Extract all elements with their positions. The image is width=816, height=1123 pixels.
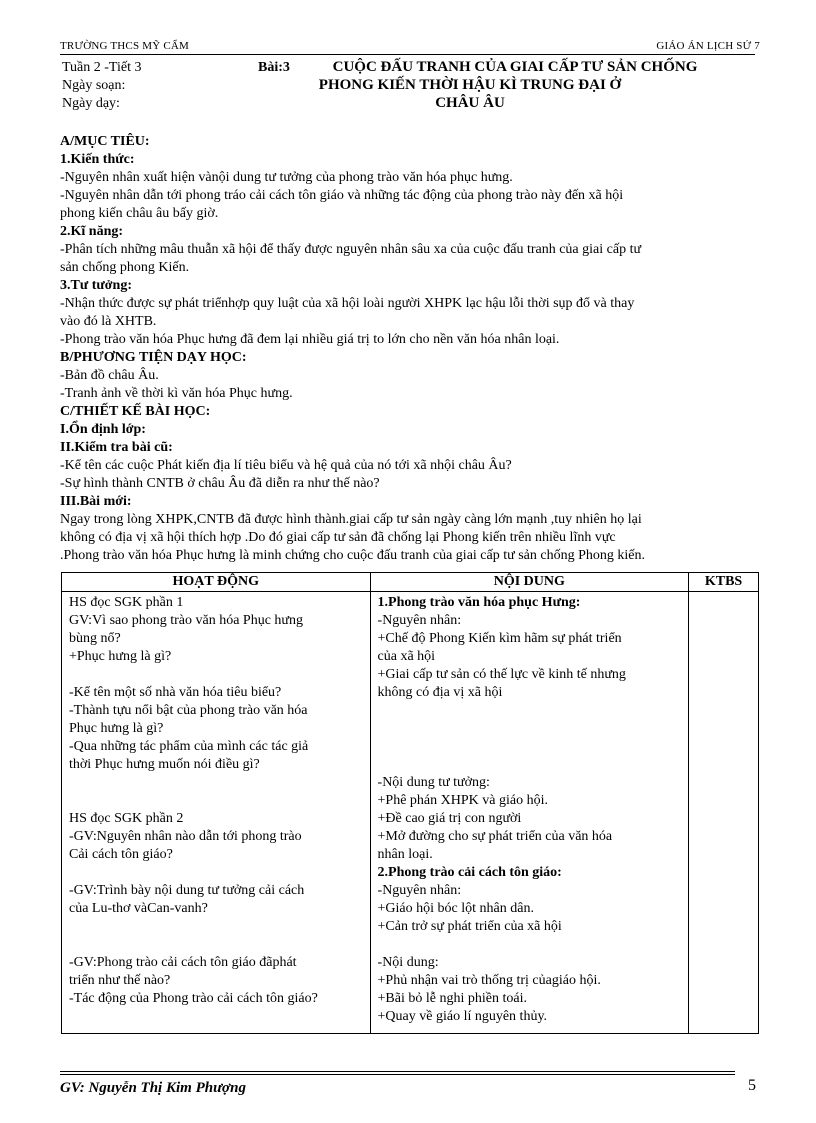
school-name: TRƯỜNG THCS MỸ CẨM	[60, 40, 189, 52]
section-heading: I.Ổn định lớp:	[60, 422, 146, 437]
content-line: không có địa vị xã hội	[377, 685, 503, 700]
content-line: +Đề cao giá trị con người	[377, 811, 522, 826]
body-line: -Bản đồ châu Âu.	[60, 368, 159, 383]
body-line: -Tranh ảnh về thời kì văn hóa Phục hưng.	[60, 386, 293, 401]
content-line: -Nguyên nhân:	[377, 883, 462, 898]
activity-line: Cải cách tôn giáo?	[69, 847, 173, 862]
content-line: 2.Phong trào cải cách tôn giáo:	[377, 865, 562, 880]
section-heading: 3.Tư tưởng:	[60, 278, 133, 293]
body-line: -Sự hình thành CNTB ở châu Âu đã diễn ra như thế nào?	[60, 476, 380, 491]
activity-line: +Phục hưng là gì?	[69, 649, 172, 664]
content-line: -Nguyên nhân:	[377, 613, 462, 628]
activity-line: bùng nổ?	[69, 631, 121, 646]
activity-line: -GV:Nguyên nhân nào dẫn tới phong trào	[69, 829, 302, 844]
content-line: +Giáo hội bóc lột nhân dân.	[377, 901, 534, 916]
content-line: 1.Phong trào văn hóa phục Hưng:	[377, 595, 581, 610]
section-heading: 2.Kĩ năng:	[60, 224, 124, 239]
body-line: -Nguyên nhân xuất hiện vànội dung tư tưởng của phong trào văn hóa phục hưng.	[60, 170, 513, 185]
body-line: -Nhận thức được sự phát triểnhợp quy luật của xã hội loài người XHPK lạc hậu lỗi thời sụp đổ và thay	[60, 296, 635, 311]
week-period: Tuần 2 -Tiết 3	[62, 60, 142, 75]
content-line: -Nội dung:	[377, 955, 439, 970]
header-content: NỘI DUNG	[370, 573, 689, 592]
lesson-title-3: CHÂU ÂU	[435, 95, 505, 111]
activity-line: -Tác động của Phong trào cải cách tôn giáo?	[69, 991, 318, 1006]
body-line: vào đó là XHTB.	[60, 314, 157, 329]
section-heading: 1.Kiến thức:	[60, 152, 135, 167]
content-line: +Bãi bỏ lễ nghi phiền toái.	[377, 991, 527, 1006]
body-line: .Phong trào văn hóa Phục hưng là minh chứng cho cuộc đấu tranh của giai cấp tư sản chống Phong kiến.	[60, 548, 645, 563]
activity-line: HS đọc SGK phần 1	[69, 595, 184, 610]
header-ktbs: KTBS	[689, 573, 759, 592]
page-number: 5	[748, 1077, 756, 1094]
subject-name: GIÁO ÁN LỊCH SỬ 7	[656, 40, 760, 52]
section-heading: A/MỤC TIÊU:	[60, 134, 150, 149]
body-line: -Phong trào văn hóa Phục hưng đã đem lại nhiều giá trị to lớn cho nền văn hóa nhân loại.	[60, 332, 560, 347]
activity-line: -Thành tựu nổi bật của phong trào văn hóa	[69, 703, 308, 718]
activity-line: triển như thế nào?	[69, 973, 171, 988]
content-line: -Nội dung tư tưởng:	[377, 775, 490, 790]
lesson-title-1: CUỘC ĐẤU TRANH CỦA GIAI CẤP TƯ SẢN CHỐNG	[332, 59, 698, 75]
section-heading: C/THIẾT KẾ BÀI HỌC:	[60, 404, 211, 419]
footer-rule-top	[60, 1071, 735, 1072]
activity-line: -Kể tên một số nhà văn hóa tiêu biểu?	[69, 685, 282, 700]
header-rule	[60, 54, 755, 55]
body-line: -Nguyên nhân dẫn tới phong tráo cải cách tôn giáo và những tác động của phong trào này đến xã hội	[60, 188, 624, 203]
content-cell	[370, 592, 689, 1034]
activity-line: Phục hưng là gì?	[69, 721, 164, 736]
ktbs-cell	[689, 592, 759, 1034]
body-line: không có địa vị xã hội thích hợp .Do đó giai cấp tư sản đã chống lại Phong kiến trên nhiều lĩnh vực	[60, 530, 616, 545]
teacher-name: GV: Nguyễn Thị Kim Phượng	[60, 1080, 246, 1096]
body-line: -Phân tích những mâu thuẫn xã hội để thấy được nguyên nhân sâu xa của cuộc đấu tranh của giai cấp tư	[60, 242, 642, 257]
content-line: +Phê phán XHPK và giáo hội.	[377, 793, 548, 808]
content-line: nhân loại.	[377, 847, 433, 862]
activity-line: của Lu-thơ vàCan-vanh?	[69, 901, 208, 916]
activity-cell	[62, 592, 371, 1034]
lesson-label: Bài:3	[258, 60, 290, 75]
body-line: sản chống phong Kiến.	[60, 260, 190, 275]
lesson-body	[60, 133, 750, 565]
section-heading: III.Bài mới:	[60, 494, 132, 509]
activity-line: -GV:Trình bày nội dung tư tưởng cải cách	[69, 883, 305, 898]
lesson-title-2: PHONG KIẾN THỜI HẬU KÌ TRUNG ĐẠI Ở	[318, 77, 622, 93]
content-line: +Giai cấp tư sản có thế lực về kinh tế nhưng	[377, 667, 626, 682]
section-heading: B/PHƯƠNG TIỆN DẠY HỌC:	[60, 350, 247, 365]
content-line: +Chế độ Phong Kiến kìm hãm sự phát triển	[377, 631, 622, 646]
content-line: +Phủ nhận vai trò thống trị củagiáo hội.	[377, 973, 601, 988]
activity-line: thời Phục hưng muốn nói điều gì?	[69, 757, 260, 772]
prep-date: Ngày soạn:	[62, 78, 126, 93]
activity-line: -GV:Phong trào cải cách tôn giáo đãphát	[69, 955, 297, 970]
activity-line: GV:Vì sao phong trào văn hóa Phục hưng	[69, 613, 304, 628]
content-line: +Cản trở sự phát triển của xã hội	[377, 919, 562, 934]
header-activity: HOẠT ĐỘNG	[62, 573, 371, 592]
activity-line: -Qua những tác phẩm của mình các tác giả	[69, 739, 309, 754]
body-line: Ngay trong lòng XHPK,CNTB đã được hình thành.giai cấp tư sản ngày càng lớn mạnh ,tuy nhiên họ lại	[60, 512, 642, 527]
footer-rule-bottom	[60, 1074, 735, 1075]
content-line: +Quay về giáo lí nguyên thủy.	[377, 1009, 548, 1024]
lesson-table	[61, 572, 759, 1034]
content-line: của xã hội	[377, 649, 436, 664]
activity-line: HS đọc SGK phần 2	[69, 811, 184, 826]
teach-date: Ngày dạy:	[62, 96, 120, 111]
body-line: -Kể tên các cuộc Phát kiến địa lí tiêu biểu và hệ quả của nó tới xã nhội châu Âu?	[60, 458, 512, 473]
content-line: +Mở đường cho sự phát triển của văn hóa	[377, 829, 613, 844]
section-heading: II.Kiểm tra bài cũ:	[60, 440, 173, 455]
body-line: phong kiến châu âu bấy giờ.	[60, 206, 219, 221]
